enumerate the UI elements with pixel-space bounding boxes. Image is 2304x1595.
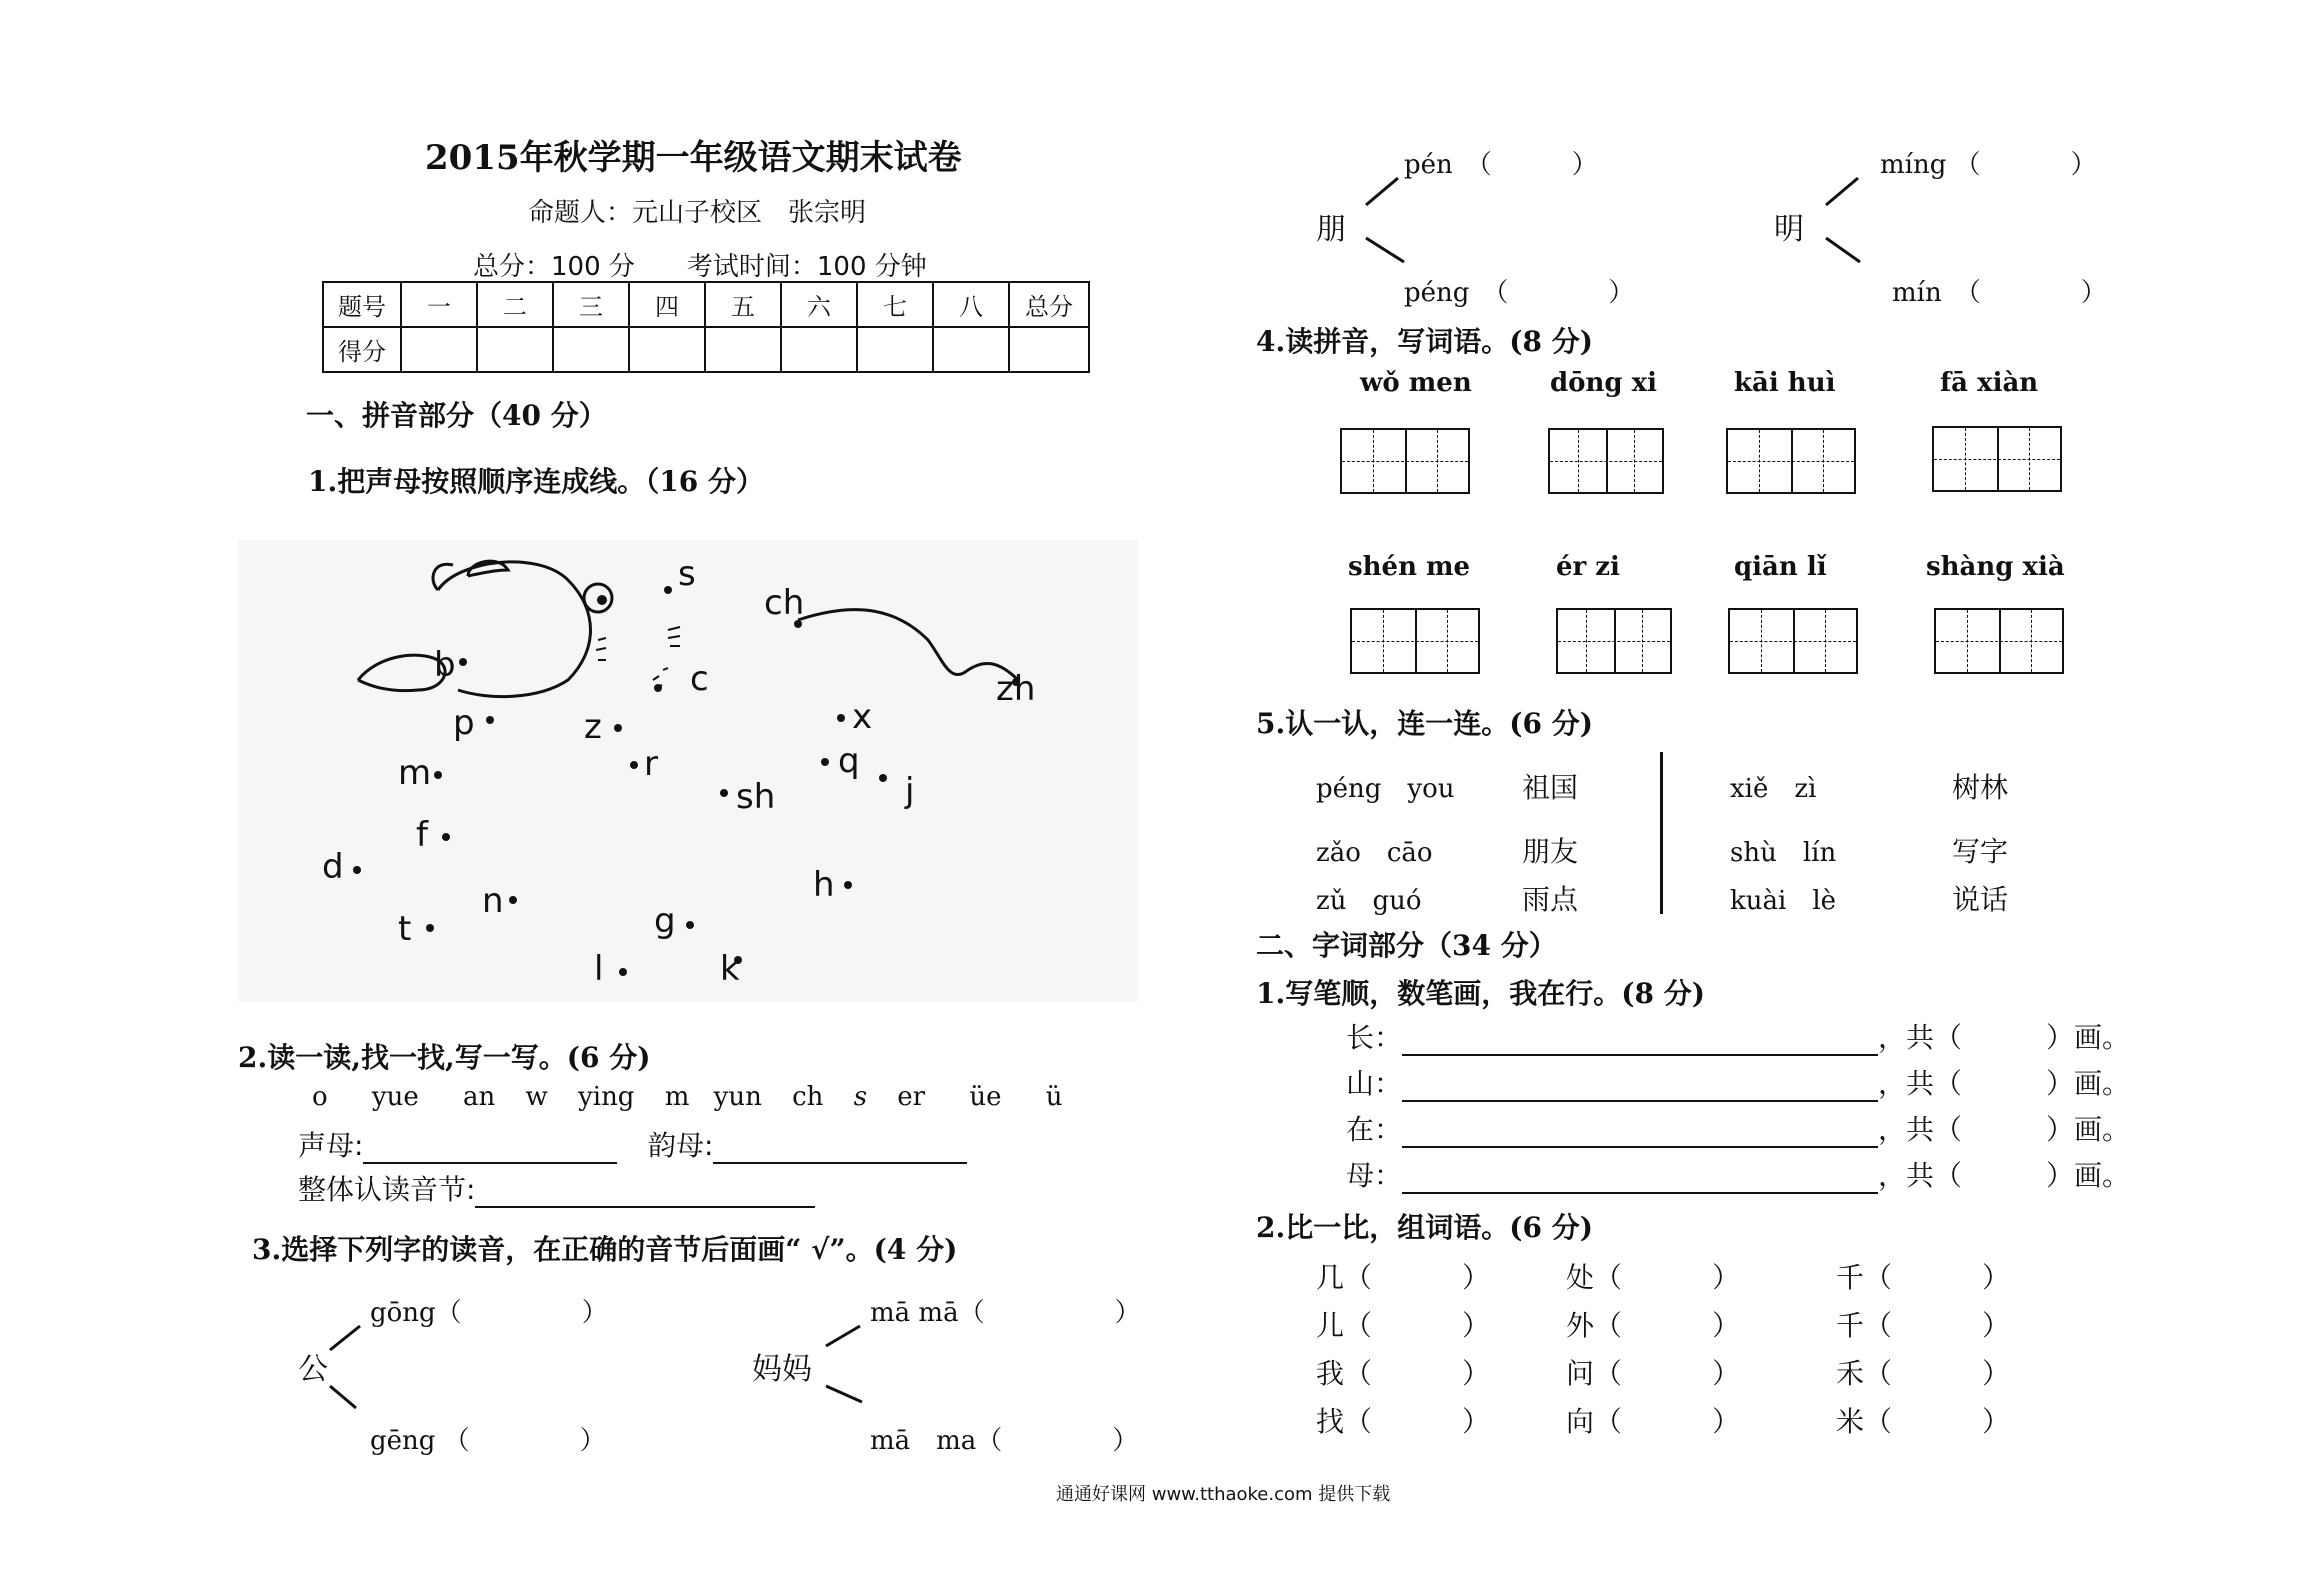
compare-char: 几 — [1316, 1261, 1345, 1294]
q2-item: yun — [713, 1082, 762, 1112]
score-table-cell: 总分 — [1009, 282, 1089, 327]
compare-paren-close: ） — [1982, 1309, 2011, 1342]
compare-paren-open: （ — [1594, 1405, 1623, 1438]
compare-paren-open: （ — [1594, 1309, 1623, 1342]
score-table-cell: 二 — [477, 282, 553, 327]
q2-item: üe — [969, 1082, 1002, 1112]
puzzle-letter: k — [720, 949, 740, 989]
score-table-cell: 一 — [401, 282, 477, 327]
q4-pinyin: shén me — [1348, 552, 1471, 582]
compare-paren-open: （ — [1594, 1261, 1623, 1294]
puzzle-letter: zh — [996, 669, 1036, 709]
stroke-char: 母： — [1346, 1159, 1403, 1192]
page-title: 2015年秋学期一年级语文期末试卷 — [425, 138, 962, 178]
q5-right-pinyin: xiě zì — [1730, 774, 1817, 804]
q2-item: ch — [792, 1082, 824, 1112]
compare-paren-open: （ — [1344, 1357, 1373, 1390]
peng-top-close: ） — [1571, 150, 1598, 180]
compare-paren-open: （ — [1344, 1309, 1373, 1342]
compare-paren-open: （ — [1594, 1357, 1623, 1390]
score-table-cell: 四 — [629, 282, 705, 327]
compare-char: 千 — [1836, 1261, 1865, 1294]
q4-heading: 4.读拼音，写词语。(8 分) — [1256, 325, 1593, 358]
q5-right-word: 树林 — [1952, 771, 2009, 804]
q5-left-pinyin: zǎo cāo — [1316, 838, 1433, 868]
puzzle-letter: x — [852, 697, 873, 737]
stroke-char: 在： — [1346, 1113, 1403, 1146]
score-table-cell: 题号 — [323, 282, 401, 327]
compare-char: 问 — [1566, 1357, 1595, 1390]
compare-paren-open: （ — [1864, 1357, 1893, 1390]
q1-heading: 1.把声母按照顺序连成线。（16 分） — [308, 465, 764, 498]
q5-left-word: 雨点 — [1522, 883, 1579, 916]
puzzle-letter: ch — [764, 583, 805, 623]
score-table-cell: 八 — [933, 282, 1009, 327]
q3-mama-bottom-pinyin: mā ma（ — [870, 1426, 1003, 1456]
ming-top-close: ） — [2070, 150, 2097, 180]
q3-gong-top-close: ） — [581, 1298, 608, 1328]
compare-char: 米 — [1836, 1405, 1865, 1438]
q3-mama-top-close: ） — [1114, 1298, 1141, 1328]
puzzle-letter: l — [594, 949, 604, 989]
q4-pinyin: ér zi — [1556, 552, 1620, 582]
ming-bottom-close: ） — [2080, 278, 2107, 308]
peng-bottom-close: ） — [1608, 278, 1635, 308]
compare-char: 禾 — [1836, 1357, 1865, 1390]
q4-pinyin: wǒ men — [1360, 368, 1472, 398]
q2-item: m — [664, 1082, 690, 1112]
q2-zhengti-label: 整体认读音节: — [298, 1173, 476, 1206]
puzzle-letter: f — [416, 815, 428, 855]
q2-item: o — [312, 1082, 328, 1112]
q2-item: an — [463, 1082, 496, 1112]
q3-gong-char: 公 — [298, 1352, 328, 1387]
q4-pinyin: shàng xià — [1926, 552, 2065, 582]
puzzle-letter: g — [654, 901, 676, 941]
score-table-cell: 七 — [857, 282, 933, 327]
puzzle-letter: d — [322, 847, 344, 887]
compare-char: 我 — [1316, 1357, 1345, 1390]
q5-right-pinyin: shù lín — [1730, 838, 1837, 868]
q2-item: s — [853, 1082, 868, 1112]
compare-paren-open: （ — [1344, 1405, 1373, 1438]
q2-heading: 2.读一读,找一找,写一写。(6 分) — [238, 1041, 651, 1074]
ming-char: 明 — [1774, 212, 1804, 247]
footer-credit: 通通好课网 www.tthaoke.com 提供下载 — [1056, 1484, 1391, 1505]
q4-pinyin: dōng xi — [1550, 368, 1658, 398]
q2-item: w — [525, 1082, 548, 1112]
q5-left-word: 祖国 — [1522, 771, 1579, 804]
compare-paren-close: ） — [1712, 1261, 1741, 1294]
stroke-tail: ，共（ ）画。 — [1878, 1021, 2131, 1054]
q5-left-pinyin: péng you — [1316, 774, 1455, 804]
compare-paren-open: （ — [1864, 1405, 1893, 1438]
puzzle-letter: p — [453, 703, 475, 743]
puzzle-letter: t — [398, 909, 412, 949]
compare-char: 儿 — [1316, 1309, 1345, 1342]
q2-item: ying — [578, 1082, 635, 1112]
score-table-cell: 六 — [781, 282, 857, 327]
score-table-cell: 五 — [705, 282, 781, 327]
q3-mama-top-pinyin: mā mā（ — [870, 1298, 985, 1328]
compare-paren-close: ） — [1462, 1357, 1491, 1390]
puzzle-letter: b — [434, 645, 456, 685]
puzzle-letter: j — [905, 771, 915, 811]
part1-heading: 一、拼音部分（40 分） — [306, 399, 607, 432]
q5-right-word: 写字 — [1952, 835, 2009, 868]
peng-bottom-pinyin: péng （ — [1404, 278, 1509, 308]
compare-paren-close: ） — [1982, 1357, 2011, 1390]
stroke-tail: ，共（ ）画。 — [1878, 1159, 2131, 1192]
q5-left-pinyin: zǔ guó — [1316, 886, 1422, 916]
compare-paren-close: ） — [1462, 1261, 1491, 1294]
peng-char: 朋 — [1316, 212, 1346, 247]
ming-bottom-pinyin: mín （ — [1892, 278, 1981, 308]
compare-char: 处 — [1566, 1261, 1595, 1294]
puzzle-letter: h — [813, 865, 835, 905]
puzzle-letter: r — [644, 744, 658, 784]
author-line: 命题人：元山子校区 张宗明 — [528, 198, 867, 228]
compare-paren-close: ） — [1712, 1405, 1741, 1438]
p2-q1-heading: 1.写笔顺，数笔画，我在行。(8 分) — [1256, 977, 1705, 1010]
q2-yunmu-label: 韵母: — [648, 1129, 714, 1162]
score-table-cell: 三 — [553, 282, 629, 327]
q3-gong-bottom-pinyin: gēng （ — [370, 1426, 470, 1456]
q2-item: ü — [1045, 1082, 1063, 1112]
compare-paren-close: ） — [1982, 1405, 2011, 1438]
compare-char: 千 — [1836, 1309, 1865, 1342]
q2-shengmu-label: 声母: — [298, 1129, 364, 1162]
puzzle-letter: z — [584, 707, 602, 747]
q2-item: yue — [371, 1082, 419, 1112]
q4-pinyin: qiān lǐ — [1734, 552, 1827, 582]
stroke-char: 长： — [1346, 1021, 1403, 1054]
compare-paren-open: （ — [1864, 1261, 1893, 1294]
q5-right-word: 说话 — [1952, 883, 2009, 916]
q2-item: er — [897, 1082, 926, 1112]
ming-top-pinyin: míng （ — [1880, 150, 1981, 180]
puzzle-letter: s — [678, 554, 696, 594]
q5-heading: 5.认一认，连一连。(6 分) — [1256, 707, 1593, 740]
q3-mama-bottom-close: ） — [1112, 1426, 1139, 1456]
q3-mama-char: 妈妈 — [752, 1352, 812, 1387]
puzzle-letter: q — [838, 741, 860, 781]
compare-char: 找 — [1316, 1405, 1345, 1438]
compare-paren-close: ） — [1462, 1405, 1491, 1438]
puzzle-letter: sh — [736, 777, 776, 817]
puzzle-letter: m — [398, 753, 432, 793]
p2-q2-heading: 2.比一比，组词语。(6 分) — [1256, 1211, 1593, 1244]
compare-paren-close: ） — [1712, 1309, 1741, 1342]
q4-pinyin: kāi huì — [1734, 368, 1836, 398]
compare-paren-open: （ — [1344, 1261, 1373, 1294]
meta-line: 总分：100 分 考试时间：100 分钟 — [473, 252, 927, 282]
part2-heading: 二、字词部分（34 分） — [1256, 929, 1557, 962]
peng-top-pinyin: pén （ — [1404, 150, 1492, 180]
q3-heading: 3.选择下列字的读音，在正确的音节后面画“ √”。(4 分) — [252, 1233, 958, 1266]
compare-char: 外 — [1566, 1309, 1595, 1342]
compare-paren-close: ） — [1712, 1357, 1741, 1390]
q3-gong-top-pinyin: gōng（ — [370, 1298, 462, 1328]
q5-left-word: 朋友 — [1522, 835, 1579, 868]
stroke-char: 山： — [1346, 1067, 1403, 1100]
puzzle-letter: n — [482, 881, 504, 921]
compare-paren-close: ） — [1982, 1261, 2011, 1294]
puzzle-letter: c — [690, 659, 709, 699]
q4-pinyin: fā xiàn — [1940, 368, 2039, 398]
stroke-tail: ，共（ ）画。 — [1878, 1113, 2131, 1146]
compare-paren-open: （ — [1864, 1309, 1893, 1342]
q3-gong-bottom-close: ） — [579, 1426, 606, 1456]
q5-right-pinyin: kuài lè — [1730, 886, 1837, 916]
compare-char: 向 — [1566, 1405, 1595, 1438]
compare-paren-close: ） — [1462, 1309, 1491, 1342]
score-table-cell: 得分 — [323, 327, 401, 372]
stroke-tail: ，共（ ）画。 — [1878, 1067, 2131, 1100]
